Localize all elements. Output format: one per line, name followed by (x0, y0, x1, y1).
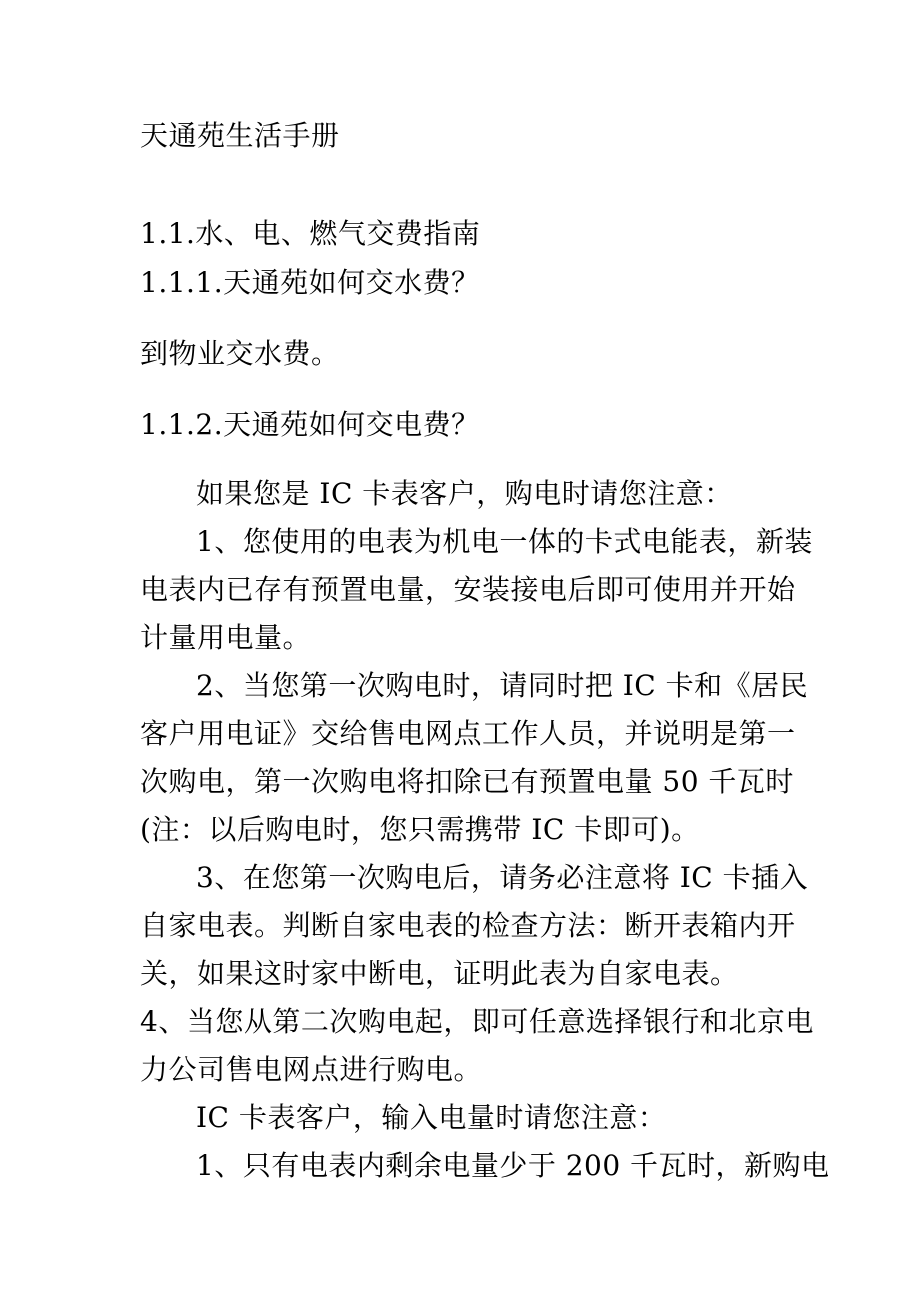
item-1-line-2: 电表内已存有预置电量，安装接电后即可使用并开始 (140, 573, 796, 606)
document-title: 天通苑生活手册 (140, 119, 340, 152)
item-3-line-1: 3、在您第一次购电后，请务必注意将 IC 卡插入 (196, 861, 809, 894)
input-intro: IC 卡表客户，输入电量时请您注意： (196, 1101, 667, 1134)
question-2-heading: 1.1.2.天通苑如何交电费？ (140, 408, 480, 441)
item-4-line-2: 力公司售电网点进行购电。 (140, 1053, 483, 1086)
question-1-heading: 1.1.1.天通苑如何交水费？ (140, 266, 480, 299)
ic-card-intro: 如果您是 IC 卡表客户，购电时请您注意： (196, 477, 733, 510)
item-2-line-3: 次购电，第一次购电将扣除已有预置电量 50 千瓦时 (140, 765, 794, 798)
question-1-answer: 到物业交水费。 (140, 337, 340, 370)
item-2-line-1: 2、当您第一次购电时，请同时把 IC 卡和《居民 (196, 669, 809, 702)
item-2-line-2: 客户用电证》交给售电网点工作人员，并说明是第一 (140, 717, 796, 750)
item-3-line-2: 自家电表。判断自家电表的检查方法：断开表箱内开 (140, 909, 796, 942)
input-item-1-line-1: 1、只有电表内剩余电量少于 200 千瓦时，新购电 (196, 1149, 830, 1182)
item-3-line-3: 关，如果这时家中断电，证明此表为自家电表。 (140, 957, 739, 990)
item-4-line-1: 4、当您从第二次购电起，即可任意选择银行和北京电 (140, 1005, 814, 1038)
item-2-line-4: (注：以后购电时，您只需携带 IC 卡即可)。 (140, 813, 700, 846)
item-1-line-1: 1、您使用的电表为机电一体的卡式电能表，新装 (196, 525, 813, 558)
item-1-line-3: 计量用电量。 (140, 621, 312, 654)
section-heading: 1.1.水、电、燃气交费指南 (140, 217, 481, 250)
